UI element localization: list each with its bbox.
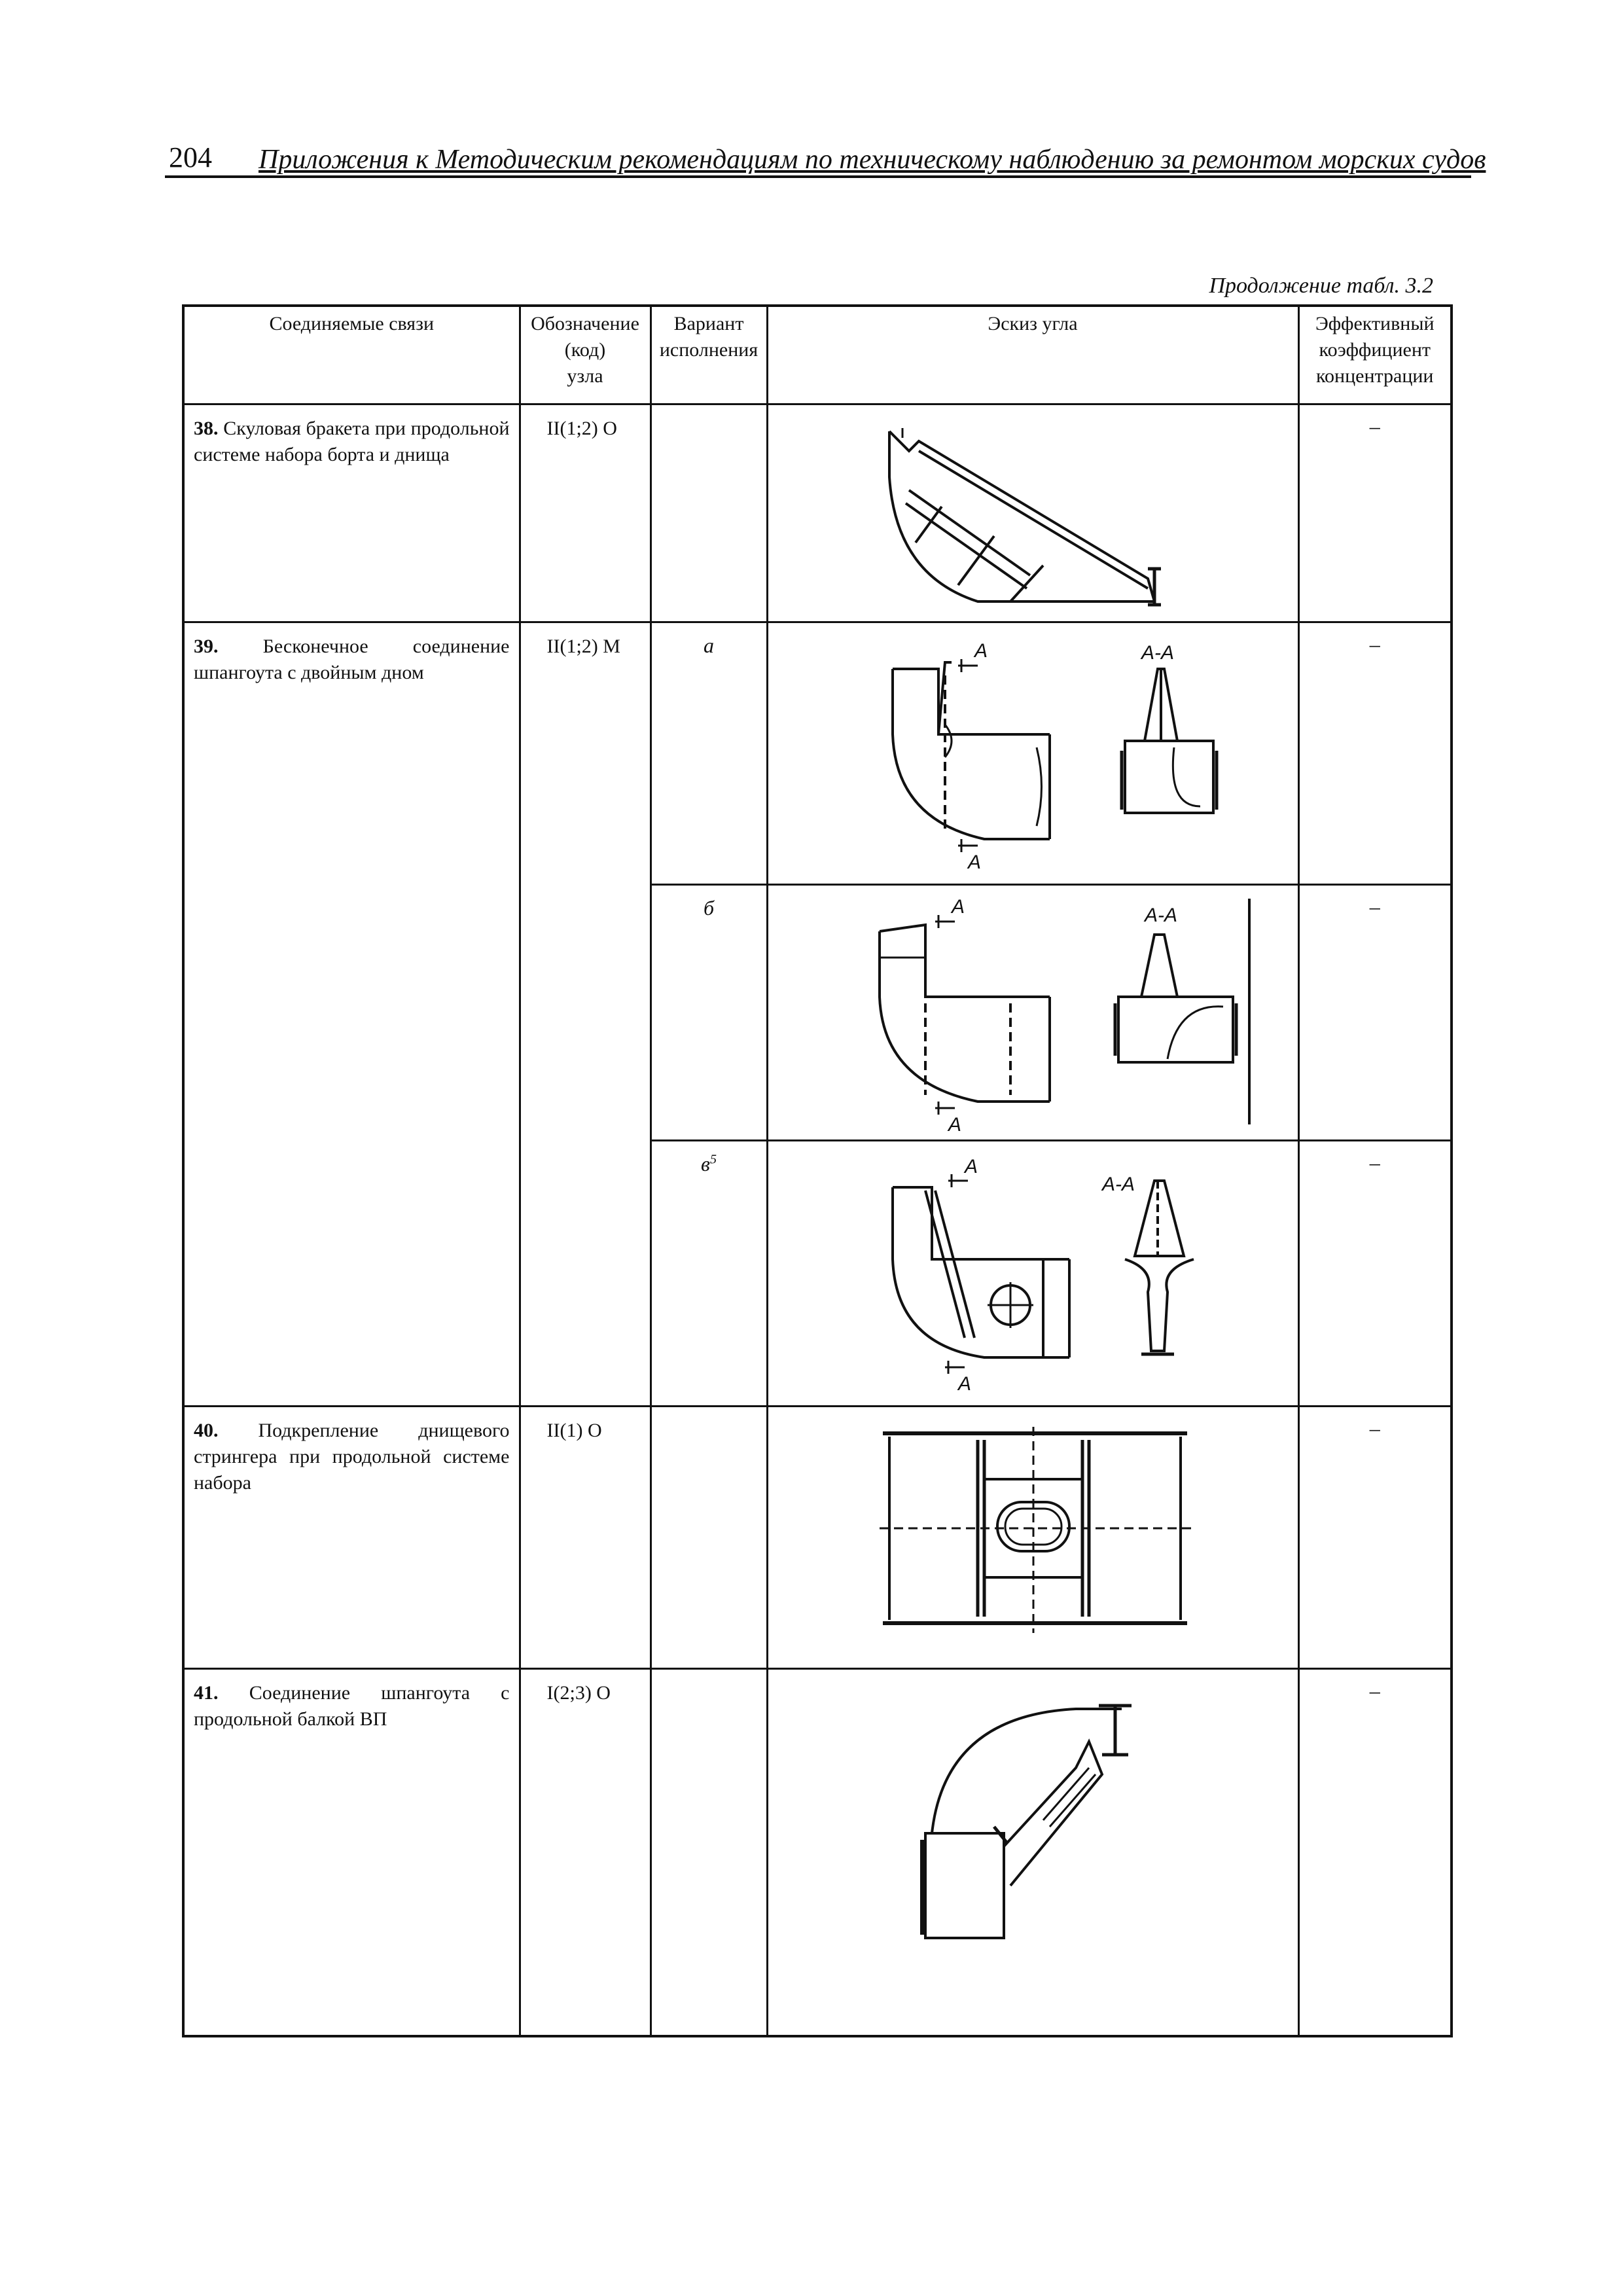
- row-38-coefficient: –: [1298, 404, 1452, 622]
- header-connections: Соединяемые связи: [183, 306, 520, 404]
- row-40-coefficient: –: [1298, 1406, 1452, 1668]
- table-row: [183, 1668, 1452, 2036]
- nodes-table: [182, 304, 1453, 2037]
- row-41-coefficient: –: [1298, 1668, 1452, 2036]
- row-40-description: 40. Подкрепление днищевого стрингера при продольной системе набора: [183, 1406, 520, 1668]
- frame-double-bottom-sketch-v: [768, 1141, 1300, 1405]
- frame-longitudinal-beam-sketch: [768, 1670, 1300, 2035]
- header-coefficient: Эффективный коэффициент концентрации: [1298, 306, 1452, 404]
- row-40-sketch: [767, 1406, 1298, 1668]
- row-39v-sketch: [767, 1140, 1298, 1406]
- section-mark-top: A: [974, 639, 988, 662]
- table-header-row: [183, 306, 1452, 404]
- page-number: 204: [169, 141, 212, 173]
- row-39-variant-a: а: [651, 622, 767, 884]
- header-sketch: Эскиз угла: [767, 306, 1298, 404]
- row-39-variant-b: б: [651, 884, 767, 1140]
- row-39-code: II(1;2) M: [520, 622, 651, 1406]
- header-variant: Вариант исполнения: [651, 306, 767, 404]
- row-39a-sketch: [767, 622, 1298, 884]
- row-40-variant: [651, 1406, 767, 1668]
- row-38-code: II(1;2) O: [520, 404, 651, 622]
- header-rule: [165, 175, 1471, 178]
- frame-double-bottom-sketch-b: [768, 886, 1300, 1139]
- frame-double-bottom-sketch-a: [768, 623, 1300, 884]
- row-39-variant-v: $в^5$: [651, 1140, 767, 1406]
- row-38-variant: [651, 404, 767, 622]
- row-39b-sketch: [767, 884, 1298, 1140]
- table-row: [183, 404, 1452, 622]
- section-title: A-A: [1141, 641, 1174, 664]
- bilge-bracket-sketch: [768, 405, 1300, 621]
- section-mark-bottom: A: [948, 1113, 961, 1136]
- section-mark-bottom: A: [967, 851, 981, 873]
- row-41-variant: [651, 1668, 767, 2036]
- row-39a-coefficient: –: [1298, 622, 1452, 884]
- section-mark-bottom: A: [957, 1372, 971, 1395]
- continuation-label: Продолжение табл. 3.2: [1209, 274, 1433, 298]
- row-39v-coefficient: –: [1298, 1140, 1452, 1406]
- row-39b-coefficient: –: [1298, 884, 1452, 1140]
- row-41-code: I(2;3) O: [520, 1668, 651, 2036]
- row-38-sketch: [767, 404, 1298, 622]
- section-title: A-A: [1144, 904, 1177, 926]
- table-row: [183, 622, 1452, 884]
- running-header: Приложения к Методическим рекомендациям по техническому наблюдению за ремонтом морских судов: [259, 145, 1486, 175]
- section-mark-top: A: [964, 1155, 978, 1177]
- row-38-description: 38. Скуловая бракета при продольной системе набора борта и днища: [183, 404, 520, 622]
- row-41-sketch: [767, 1668, 1298, 2036]
- row-39-description: 39. Бесконечное соединение шпангоута с двойным дном: [183, 622, 520, 1406]
- row-40-code: II(1) O: [520, 1406, 651, 1668]
- table-row: [183, 1406, 1452, 1668]
- header-designation: Обозначение (код) узла: [520, 306, 651, 404]
- section-title: A-A: [1101, 1173, 1135, 1195]
- row-41-description: 41. Соединение шпангоута с продольной балкой ВП: [183, 1668, 520, 2036]
- section-mark-top: A: [951, 895, 965, 918]
- bottom-stringer-sketch: [768, 1407, 1300, 1668]
